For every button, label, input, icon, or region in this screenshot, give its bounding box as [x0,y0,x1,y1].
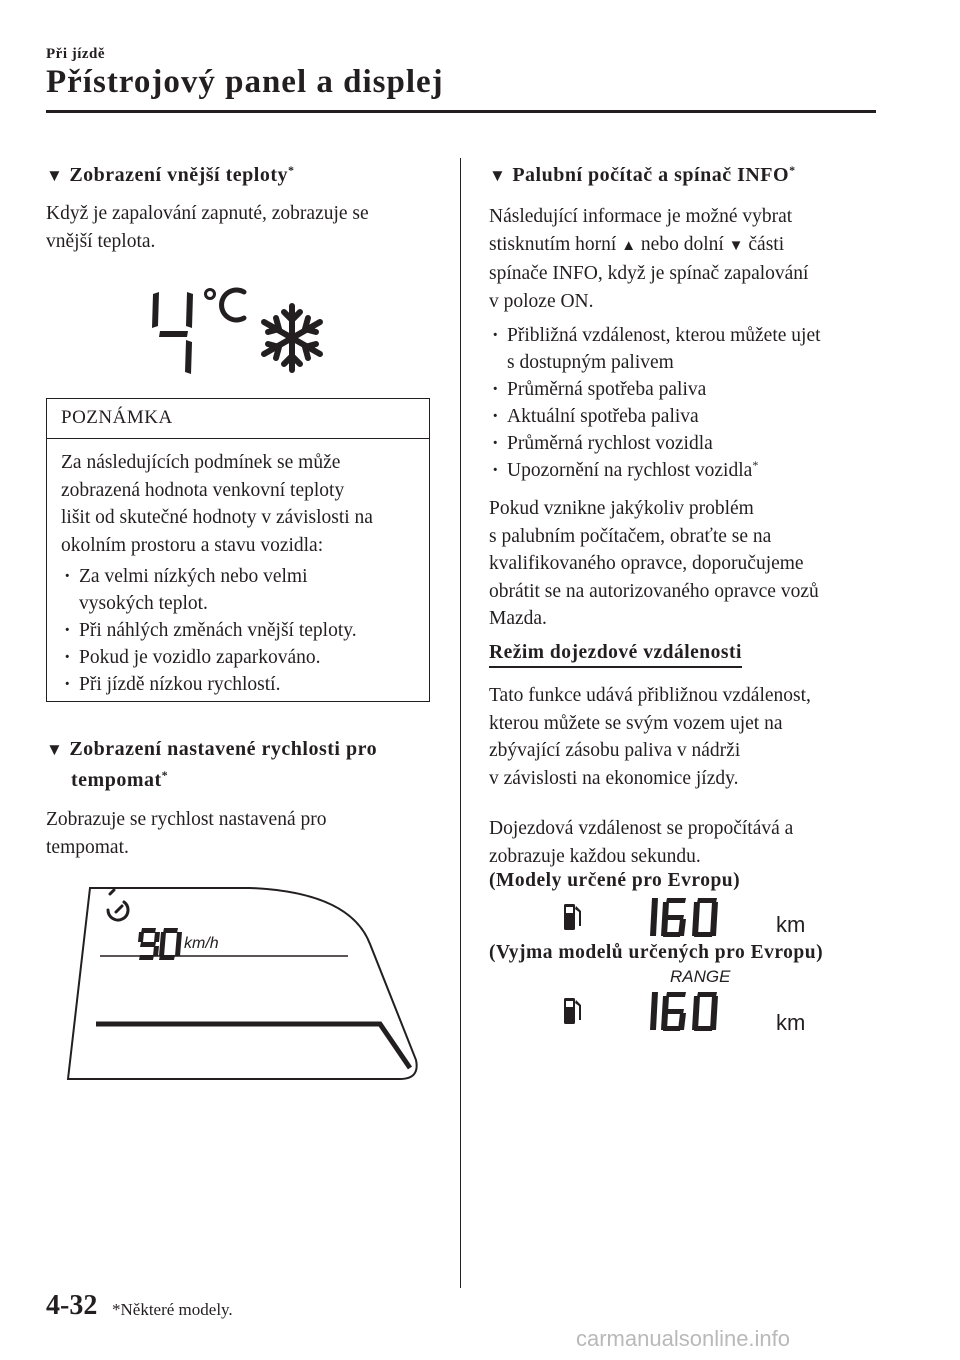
fuel-pump-icon [564,904,581,930]
cruise-control-icon [108,890,128,920]
title-rule [46,110,876,113]
digit-4 [152,292,193,374]
triangle-down-icon: ▼ [46,740,64,759]
list-item: · Při náhlých změnách vnější teploty. [61,617,421,644]
list-item: · Průměrná rychlost vozidla [489,430,889,457]
celsius-c [222,290,244,320]
page-number: 4-32 [46,1290,98,1321]
trip-problem-text: Pokud vznikne jakýkoliv problém s palubním počítačem, obraťte se na kvalifikovaného opravce, doporučujeme obrátit se na autorizovaného opravce vozů Mazda. [489,498,819,629]
column-divider [460,158,461,1288]
range-readout [560,964,820,1040]
cluster-bar [96,1024,410,1068]
trip-list [489,322,889,484]
triangle-down-icon: ▼ [489,166,507,185]
list-item: · Pokud je vozidlo zaparkováno. [61,644,421,671]
speed-digits [138,928,182,960]
range-unit: km [776,912,806,937]
range-readout [560,896,820,946]
watermark: carmanualsonline.info [576,1326,791,1351]
degree-symbol [206,290,215,299]
range-label: RANGE [670,967,731,986]
arrow-up-icon: ▲ [621,237,637,254]
range-display-non-europe [560,964,820,1040]
section-label: Při jízdě [46,46,106,62]
cruise-speed-panel [60,884,420,1084]
range-display-europe [560,896,820,946]
cruise-display [60,884,420,1084]
cruise-heading: ▼ Zobrazení nastavené rychlosti pro tempomat* [46,738,378,791]
footnote: *Některé modely. [112,1300,233,1319]
list-item: · Průměrná spotřeba paliva [489,376,889,403]
speed-unit: km/h [184,935,219,952]
triangle-down-icon: ▼ [46,166,64,185]
note-box [46,398,430,702]
fuel-pump-icon [564,998,581,1024]
cruise-text: Zobrazuje se rychlost nastavená pro tempomat. [46,809,327,858]
range-calc-text: Dojezdová vzdálenost se propočítává a zobrazuje každou sekundu. [489,818,794,867]
temp-heading: ▼ Zobrazení vnější teploty* [46,163,295,186]
trip-heading: ▼ Palubní počítač a spínač INFO* [489,163,796,186]
list-item: · Za velmi nízkých nebo velmi vysokých teplot. [61,563,421,617]
range-digits [650,898,718,937]
europe-models-label: (Modely určené pro Evropu) [489,870,741,891]
list-item: · Aktuální spotřeba paliva [489,403,889,430]
range-digits [650,992,718,1031]
temperature-readout [148,282,338,376]
page-title: Přístrojový panel a displej [46,64,444,100]
arrow-down-icon: ▼ [728,237,744,254]
list-item: · Přibližná vzdálenost, kterou můžete ujet s dostupným palivem [489,322,889,376]
list-item: · Upozornění na rychlost vozidla* [489,457,889,484]
note-header [47,399,429,439]
temp-text: Když je zapalování zapnuté, zobrazuje se vnější teplota. [46,203,369,252]
trip-text: Následující informace je možné vybrat stisknutím horní ▲ nebo dolní ▼ části spínače INFO, když je spínač zapalování v poloze ON. [489,206,809,312]
note-body: Za následujících podmínek se může zobrazená hodnota venkovní teploty lišit od skutečné hodnoty v závislosti na okolním prostoru a stavu vozidla: · Za velmi nízkých nebo velmi vysokých teplot. · Při náhlých změnách vnější teploty. · Pokud je vozidlo zaparkováno. · Při jízdě nízkou rychlostí. [61,449,421,698]
non-europe-models-label: (Vyjma modelů určených pro Evropu) [489,942,824,963]
note-list [61,563,421,698]
range-heading: Režim dojezdové vzdálenosti [489,642,742,668]
range-unit: km [776,1010,806,1035]
outside-temp-display [148,282,338,376]
list-item: · Při jízdě nízkou rychlostí. [61,671,421,698]
cluster-outline [68,888,417,1079]
snowflake-icon [264,306,320,370]
note-title: POZNÁMKA [61,407,173,428]
range-text: Tato funkce udává přibližnou vzdálenost, kterou můžete se svým vozem ujet na zbývající zásobu paliva v nádrži v závislosti na ekonomice jízdy. [489,685,811,789]
